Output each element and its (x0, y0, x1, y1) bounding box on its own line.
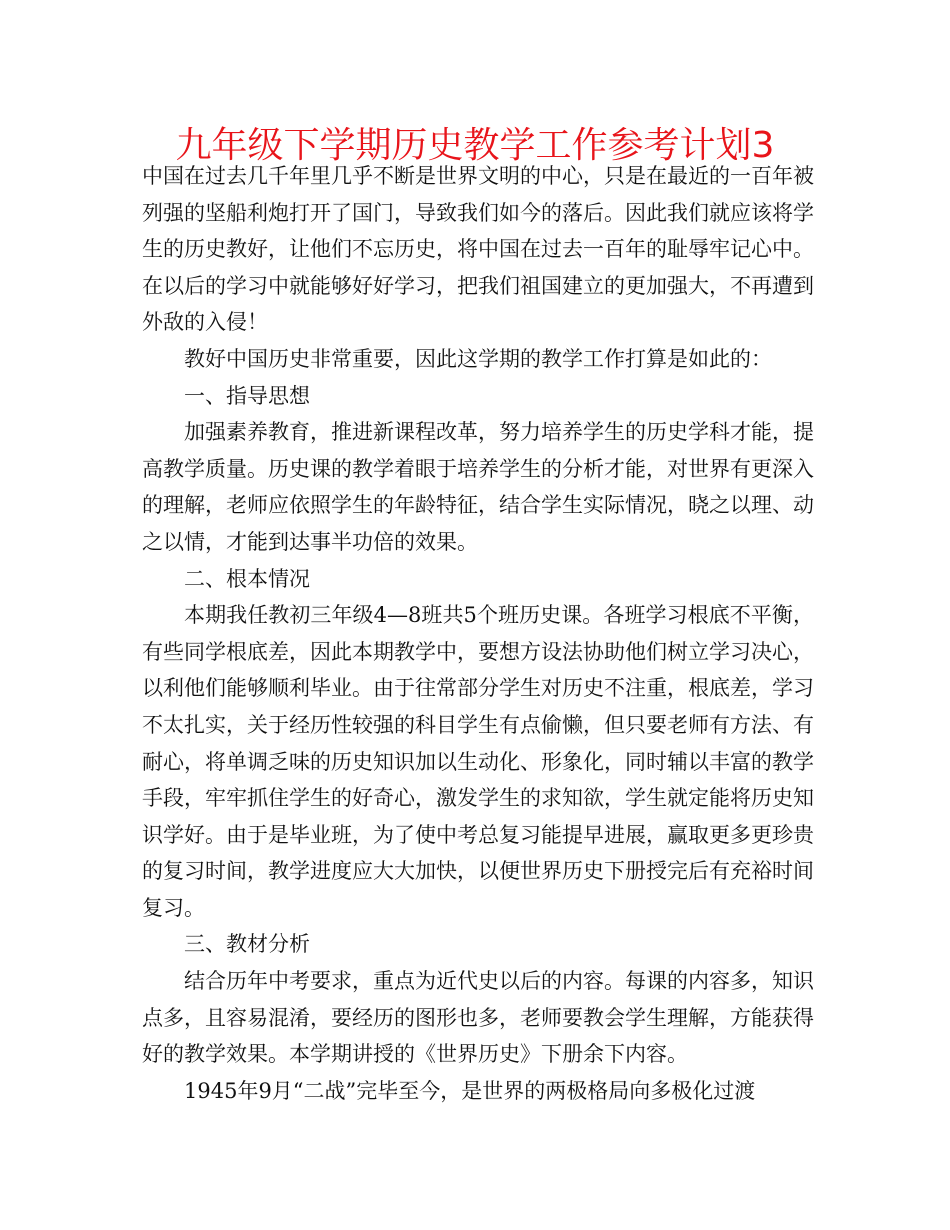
history-period-paragraph: 1945年9月“二战”完毕至今，是世界的两极格局向多极化过渡 (184, 1078, 756, 1103)
section-heading-basic-situation: 二、根本情况 (184, 566, 310, 591)
textbook-analysis-paragraph: 结合历年中考要求，重点为近代史以后的内容。每课的内容多，知识点多，且容易混淆，要经历的图形也多，老师要教会学生理解，方能获得好的教学效果。本学期讲授的《世界历史》下册余下内容。 (142, 969, 814, 1067)
document-title: 九年级下学期历史教学工作参考计划3 (175, 125, 775, 166)
guiding-ideology-paragraph: 加强素养教育，推进新课程改革，努力培养学生的历史学科才能，提高教学质量。历史课的教学着眼于培养学生的分析才能，对世界有更深入的理解，老师应依照学生的年龄特征，结合学生实际情况，晓之以理、动之以情，才能到达事半功倍的效果。 (142, 420, 814, 554)
basic-situation-paragraph: 本期我任教初三年级4—8班共5个班历史课。各班学习根底不平衡，有些同学根底差，因此本期教学中，要想方设法协助他们树立学习决心，以利他们能够顺利毕业。由于往常部分学生对历史不注重，根底差，学习不太扎实，关于经历性较强的科目学生有点偷懒，但只要老师有方法、有耐心，将单调乏味的历史知识加以生动化、形象化，同时辅以丰富的教学手段，牢牢抓住学生的好奇心，激发学生的求知欲，学生就定能将历史知识学好。由于是毕业班，为了使中考总复习能提早进展，赢取更多更珍贵的复习时间，教学进度应大大加快，以便世界历史下册授完后有充裕时间复习。 (142, 603, 814, 920)
section-heading-textbook-analysis: 三、教材分析 (184, 932, 310, 957)
document-body (142, 158, 814, 1109)
plan-lead-paragraph: 教好中国历史非常重要，因此这学期的教学工作打算是如此的： (184, 346, 772, 371)
section-heading-guiding-ideology: 一、指导思想 (184, 383, 310, 408)
intro-paragraph: 中国在过去几千年里几乎不断是世界文明的中心，只是在最近的一百年被列强的坚船利炮打开了国门，导致我们如今的落后。因此我们就应该将学生的历史教好，让他们不忘历史，将中国在过去一百年的耻辱牢记心中。在以后的学习中就能够好好学习，把我们祖国建立的更加强大，不再遭到外敌的入侵！ (142, 164, 814, 335)
